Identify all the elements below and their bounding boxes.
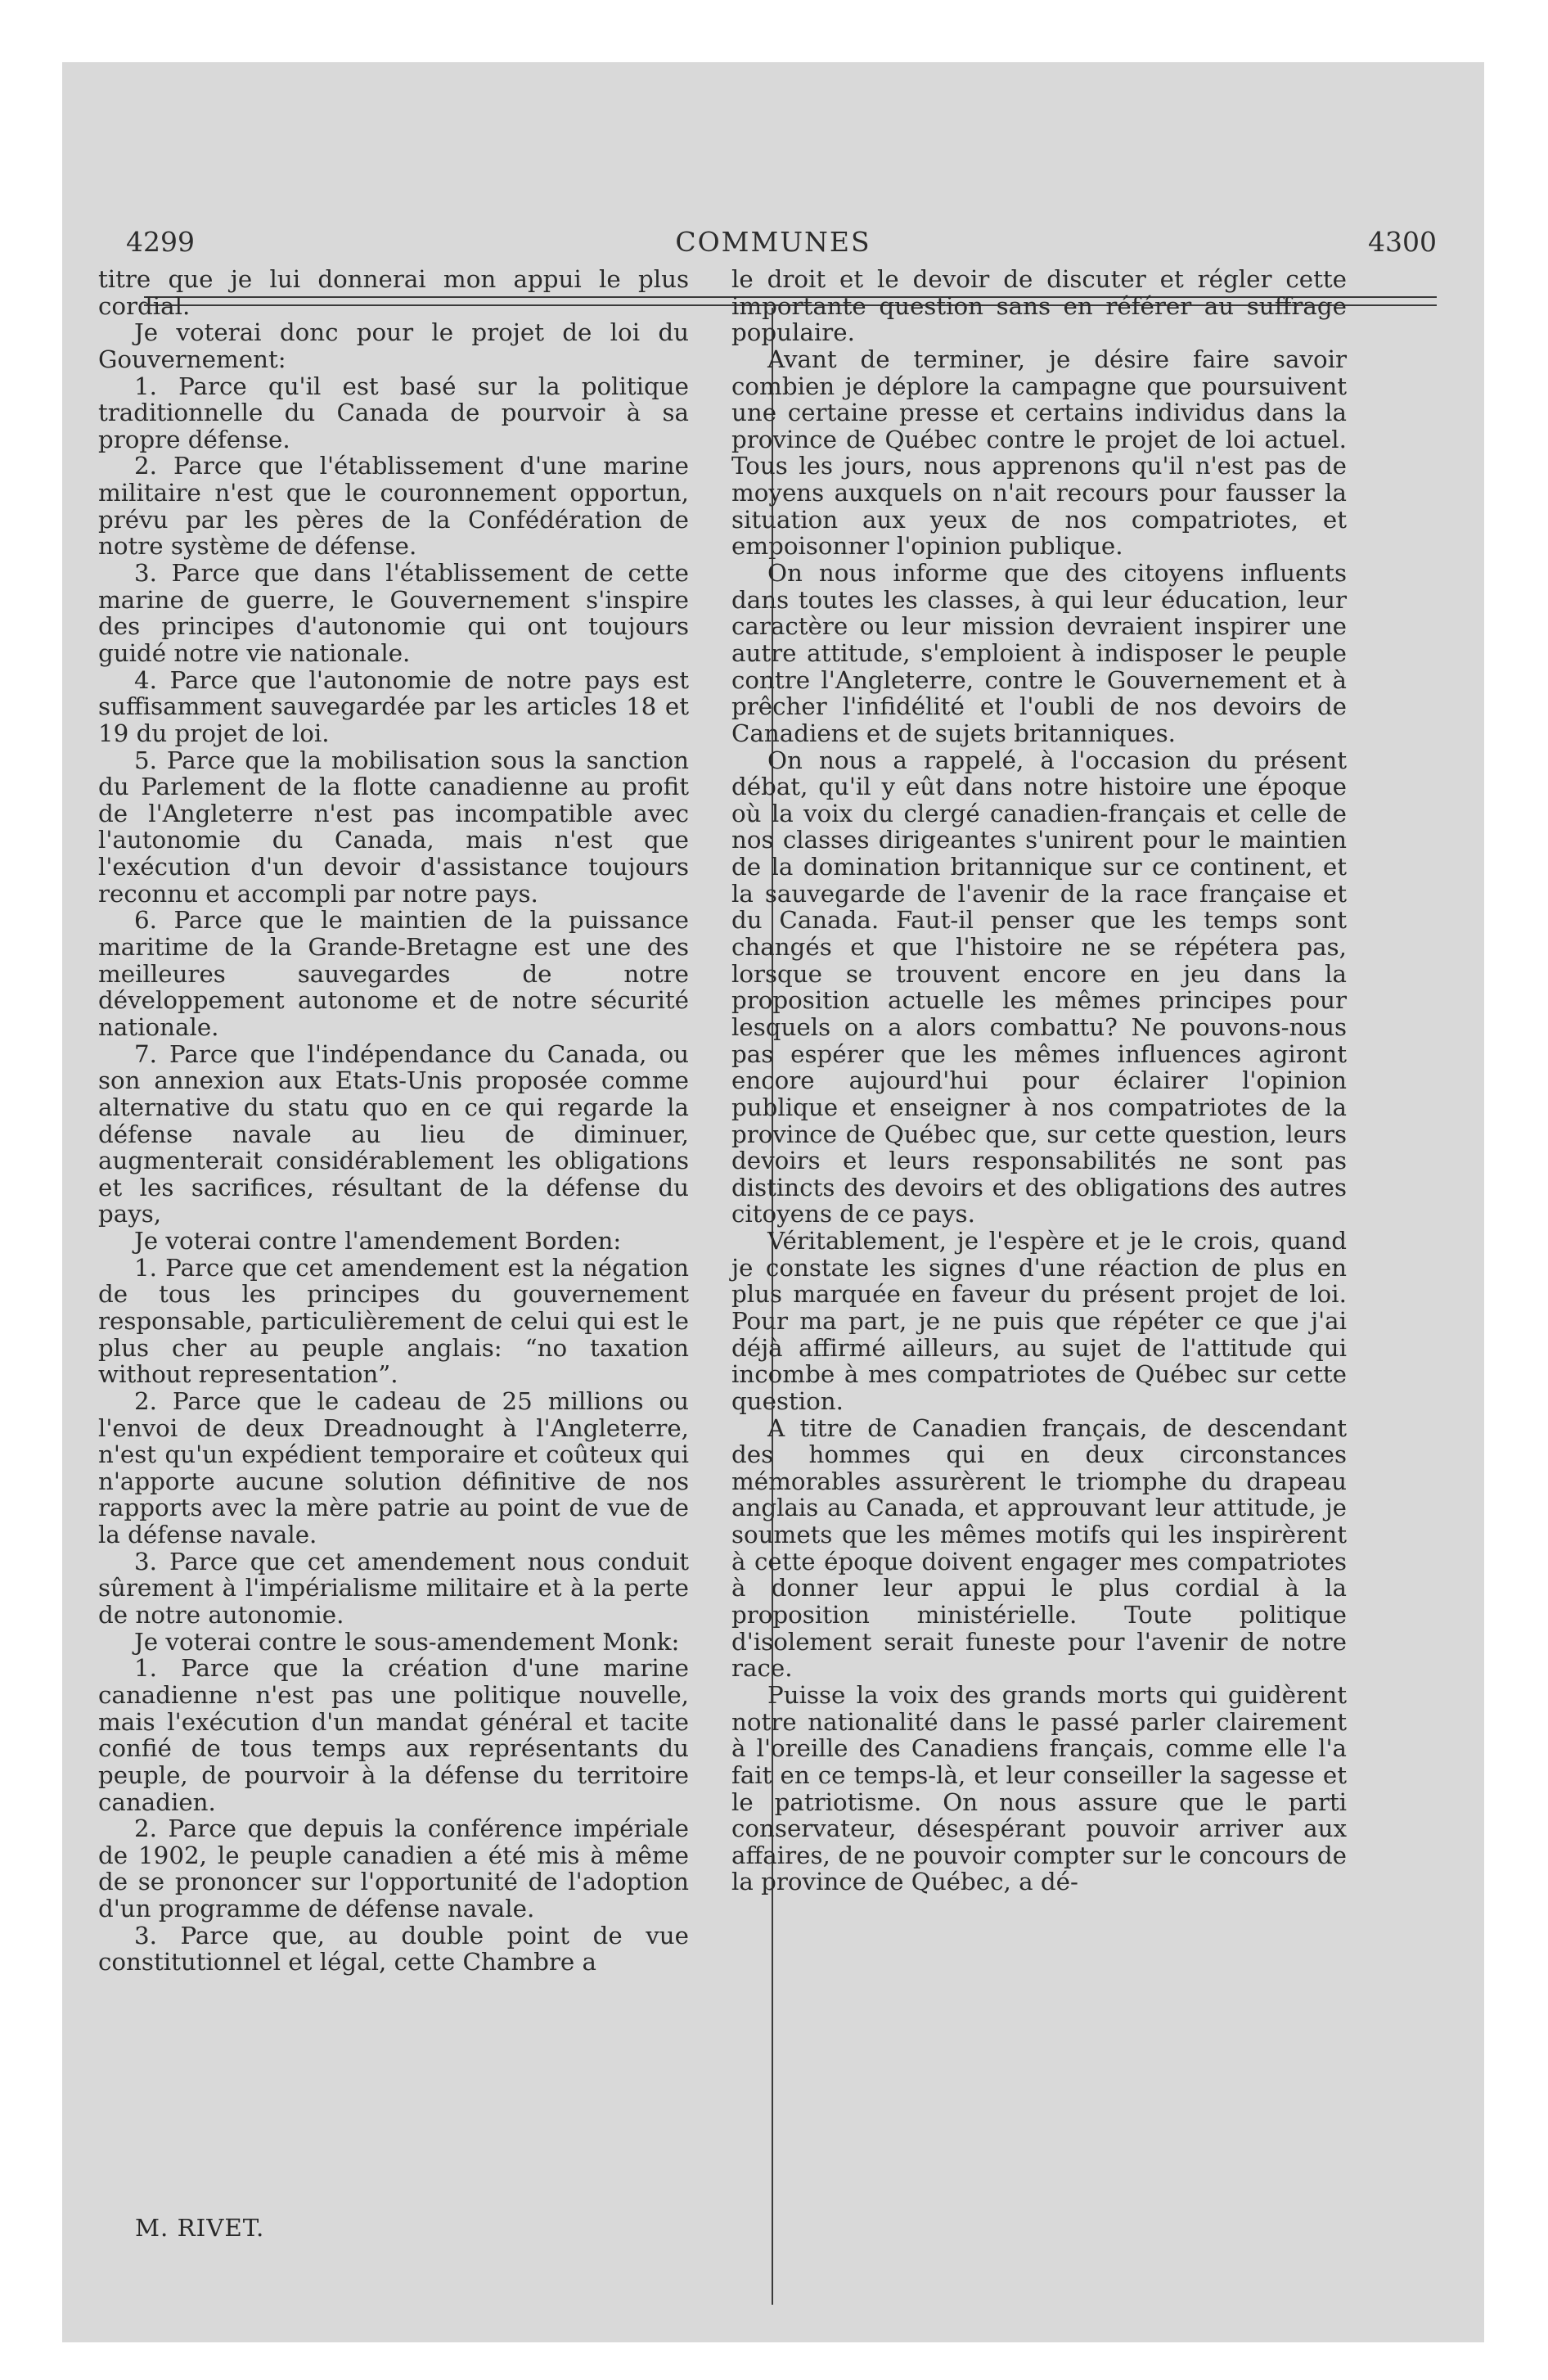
- paragraph: 5. Parce que la mobilisation sous la sanction du Parlement de la flotte canadienne au profit de l'Angleterre n'est pas incompatible avec l'autonomie du Canada, mais n'est que l'exécution d'un devoir d'assistance toujours reconnu et accompli par notre pays.: [98, 746, 689, 908]
- paragraph: Véritablement, je l'espère et je le crois, quand je constate les signes d'une réaction de plus en plus marquée en faveur du présent projet de loi. Pour ma part, je ne puis que répéter ce que j'ai déjà affirmé ailleurs, au sujet de l'attitude qui incombe à mes compatriotes de Québec sur cette question.: [731, 1227, 1347, 1415]
- left-column: [98, 266, 689, 1976]
- paragraph: 2. Parce que le cadeau de 25 millions ou l'envoi de deux Dreadnought à l'Angleterre, n'est qu'un expédient temporaire et coûteux qui n'apporte aucune solution définitive de nos rapports avec la mère patrie au point de vue de la défense navale.: [98, 1386, 689, 1549]
- paragraph: 2. Parce que l'établissement d'une marine militaire n'est que le couronnement opportun, prévu par les pères de la Confédération de notre système de défense.: [98, 452, 689, 561]
- paragraph: 7. Parce que l'indépendance du Canada, ou son annexion aux Etats-Unis proposée comme alternative du statu quo en ce qui regarde la défense navale au lieu de diminuer, augmenterait considérablement les obligations et les sacrifices, résultant de la défense du pays,: [98, 1039, 689, 1228]
- paragraph: Je voterai contre le sous-amendement Monk:: [134, 1627, 680, 1656]
- paragraph: 1. Parce qu'il est basé sur la politique traditionnelle du Canada de pourvoir à sa propre défense.: [98, 372, 689, 453]
- paragraph: 3. Parce que, au double point de vue constitutionnel et légal, cette Chambre a: [98, 1921, 689, 1977]
- paragraph: Je voterai donc pour le projet de loi du Gouvernement:: [98, 318, 689, 373]
- paragraph: 2. Parce que depuis la conférence impériale de 1902, le peuple canadien a été mis à même de se prononcer sur l'opportunité de l'adoption d'un programme de défense navale.: [98, 1814, 689, 1923]
- paragraph: Puisse la voix des grands morts qui guidèrent notre nationalité dans le passé parler clairement à l'oreille des Canadiens français, comme elle l'a fait en ce temps-là, et leur conseiller la sagesse et le patriotisme. On nous assure que le parti conservateur, désespérant pouvoir arriver aux affaires, de ne pouvoir compter sur le concours de la province de Québec, a dé-: [731, 1680, 1347, 1896]
- paragraph: le droit et le devoir de discuter et régler cette importante question sans en référer au suffrage populaire.: [731, 265, 1347, 347]
- page-number-left: 4299: [126, 226, 195, 258]
- paragraph: 1. Parce que la création d'une marine canadienne n'est pas une politique nouvelle, mais l'exécution d'un mandat général et tacite confié de tous temps aux représentants du peuple, de pourvoir à la défense du territoire canadien.: [98, 1654, 689, 1816]
- paragraph: Avant de terminer, je désire faire savoir combien je déplore la campagne que poursuivent une certaine presse et certains individus dans la province de Québec contre le projet de loi actuel. Tous les jours, nous apprenons qu'il n'est pas de moyens auxquels on n'ait recours pour fausser la situation aux yeux de nos compatriotes, et empoisonner l'opinion publique.: [731, 345, 1347, 561]
- paragraph: A titre de Canadien français, de descendant des hommes qui en deux circonstances mémorables assurèrent le triomphe du drapeau anglais au Canada, et approuvant leur attitude, je soumets que les mêmes motifs qui les inspirèrent à cette époque doivent engager mes compatriotes à donner leur appui le plus cordial à la proposition ministérielle. Toute politique d'isolement serait funeste pour l'avenir de notre race.: [731, 1413, 1347, 1683]
- paragraph: On nous informe que des citoyens influents dans toutes les classes, à qui leur éducation, leur caractère ou leur mission devraient inspirer une autre attitude, s'emploient à indisposer le peuple contre l'Angleterre, contre le Gouvernement et à prêcher l'infidélité et l'oubli de nos devoirs de Canadiens et de sujets britanniques.: [731, 559, 1347, 747]
- paragraph: titre que je lui donnerai mon appui le plus cordial.: [98, 265, 689, 320]
- speaker-signature: M. RIVET.: [135, 2214, 265, 2242]
- right-column: [731, 266, 1347, 1895]
- paragraph: 6. Parce que le maintien de la puissance maritime de la Grande-Bretagne est une des meilleures sauvegardes de notre développement autonome et de notre sécurité nationale.: [98, 906, 689, 1041]
- paragraph: Je voterai contre l'amendement Borden:: [134, 1227, 622, 1255]
- paragraph: 1. Parce que cet amendement est la négation de tous les principes du gouvernement responsable, particulièrement de celui qui est le plus cher au peuple anglais: “no taxation without representation”.: [98, 1253, 689, 1389]
- paragraph: 3. Parce que cet amendement nous conduit sûrement à l'impérialisme militaire et à la perte de notre autonomie.: [98, 1547, 689, 1629]
- paragraph: On nous a rappelé, à l'occasion du présent débat, qu'il y eût dans notre histoire une époque où la voix du clergé canadien-français et celle de nos classes dirigeantes s'unirent pour le maintien de la domination britannique sur ce continent, et la sauvegarde de l'avenir de la race française et du Canada. Faut-il penser que les temps sont changés et que l'histoire ne se répétera pas, lorsque se trouvent encore en jeu dans la proposition actuelle les mêmes principes pour lesquels on a alors combattu? Ne pouvons-nous pas espérer que les mêmes influences agiront encore aujourd'hui pour éclairer l'opinion publique et enseigner à nos compatriotes de la province de Québec que, sur cette question, leurs devoirs et leurs responsabilités ne sont pas distincts des devoirs et des obligations des autres citoyens de ce pays.: [731, 746, 1347, 1228]
- running-title: COMMUNES: [675, 226, 871, 258]
- page-number-right: 4300: [1368, 226, 1437, 258]
- paragraph: 3. Parce que dans l'établissement de cette marine de guerre, le Gouvernement s'inspire des principes d'autonomie qui ont toujours guidé notre vie nationale.: [98, 559, 689, 667]
- paragraph: 4. Parce que l'autonomie de notre pays est suffisamment sauvegardée par les articles 18 et 19 du projet de loi.: [98, 665, 689, 747]
